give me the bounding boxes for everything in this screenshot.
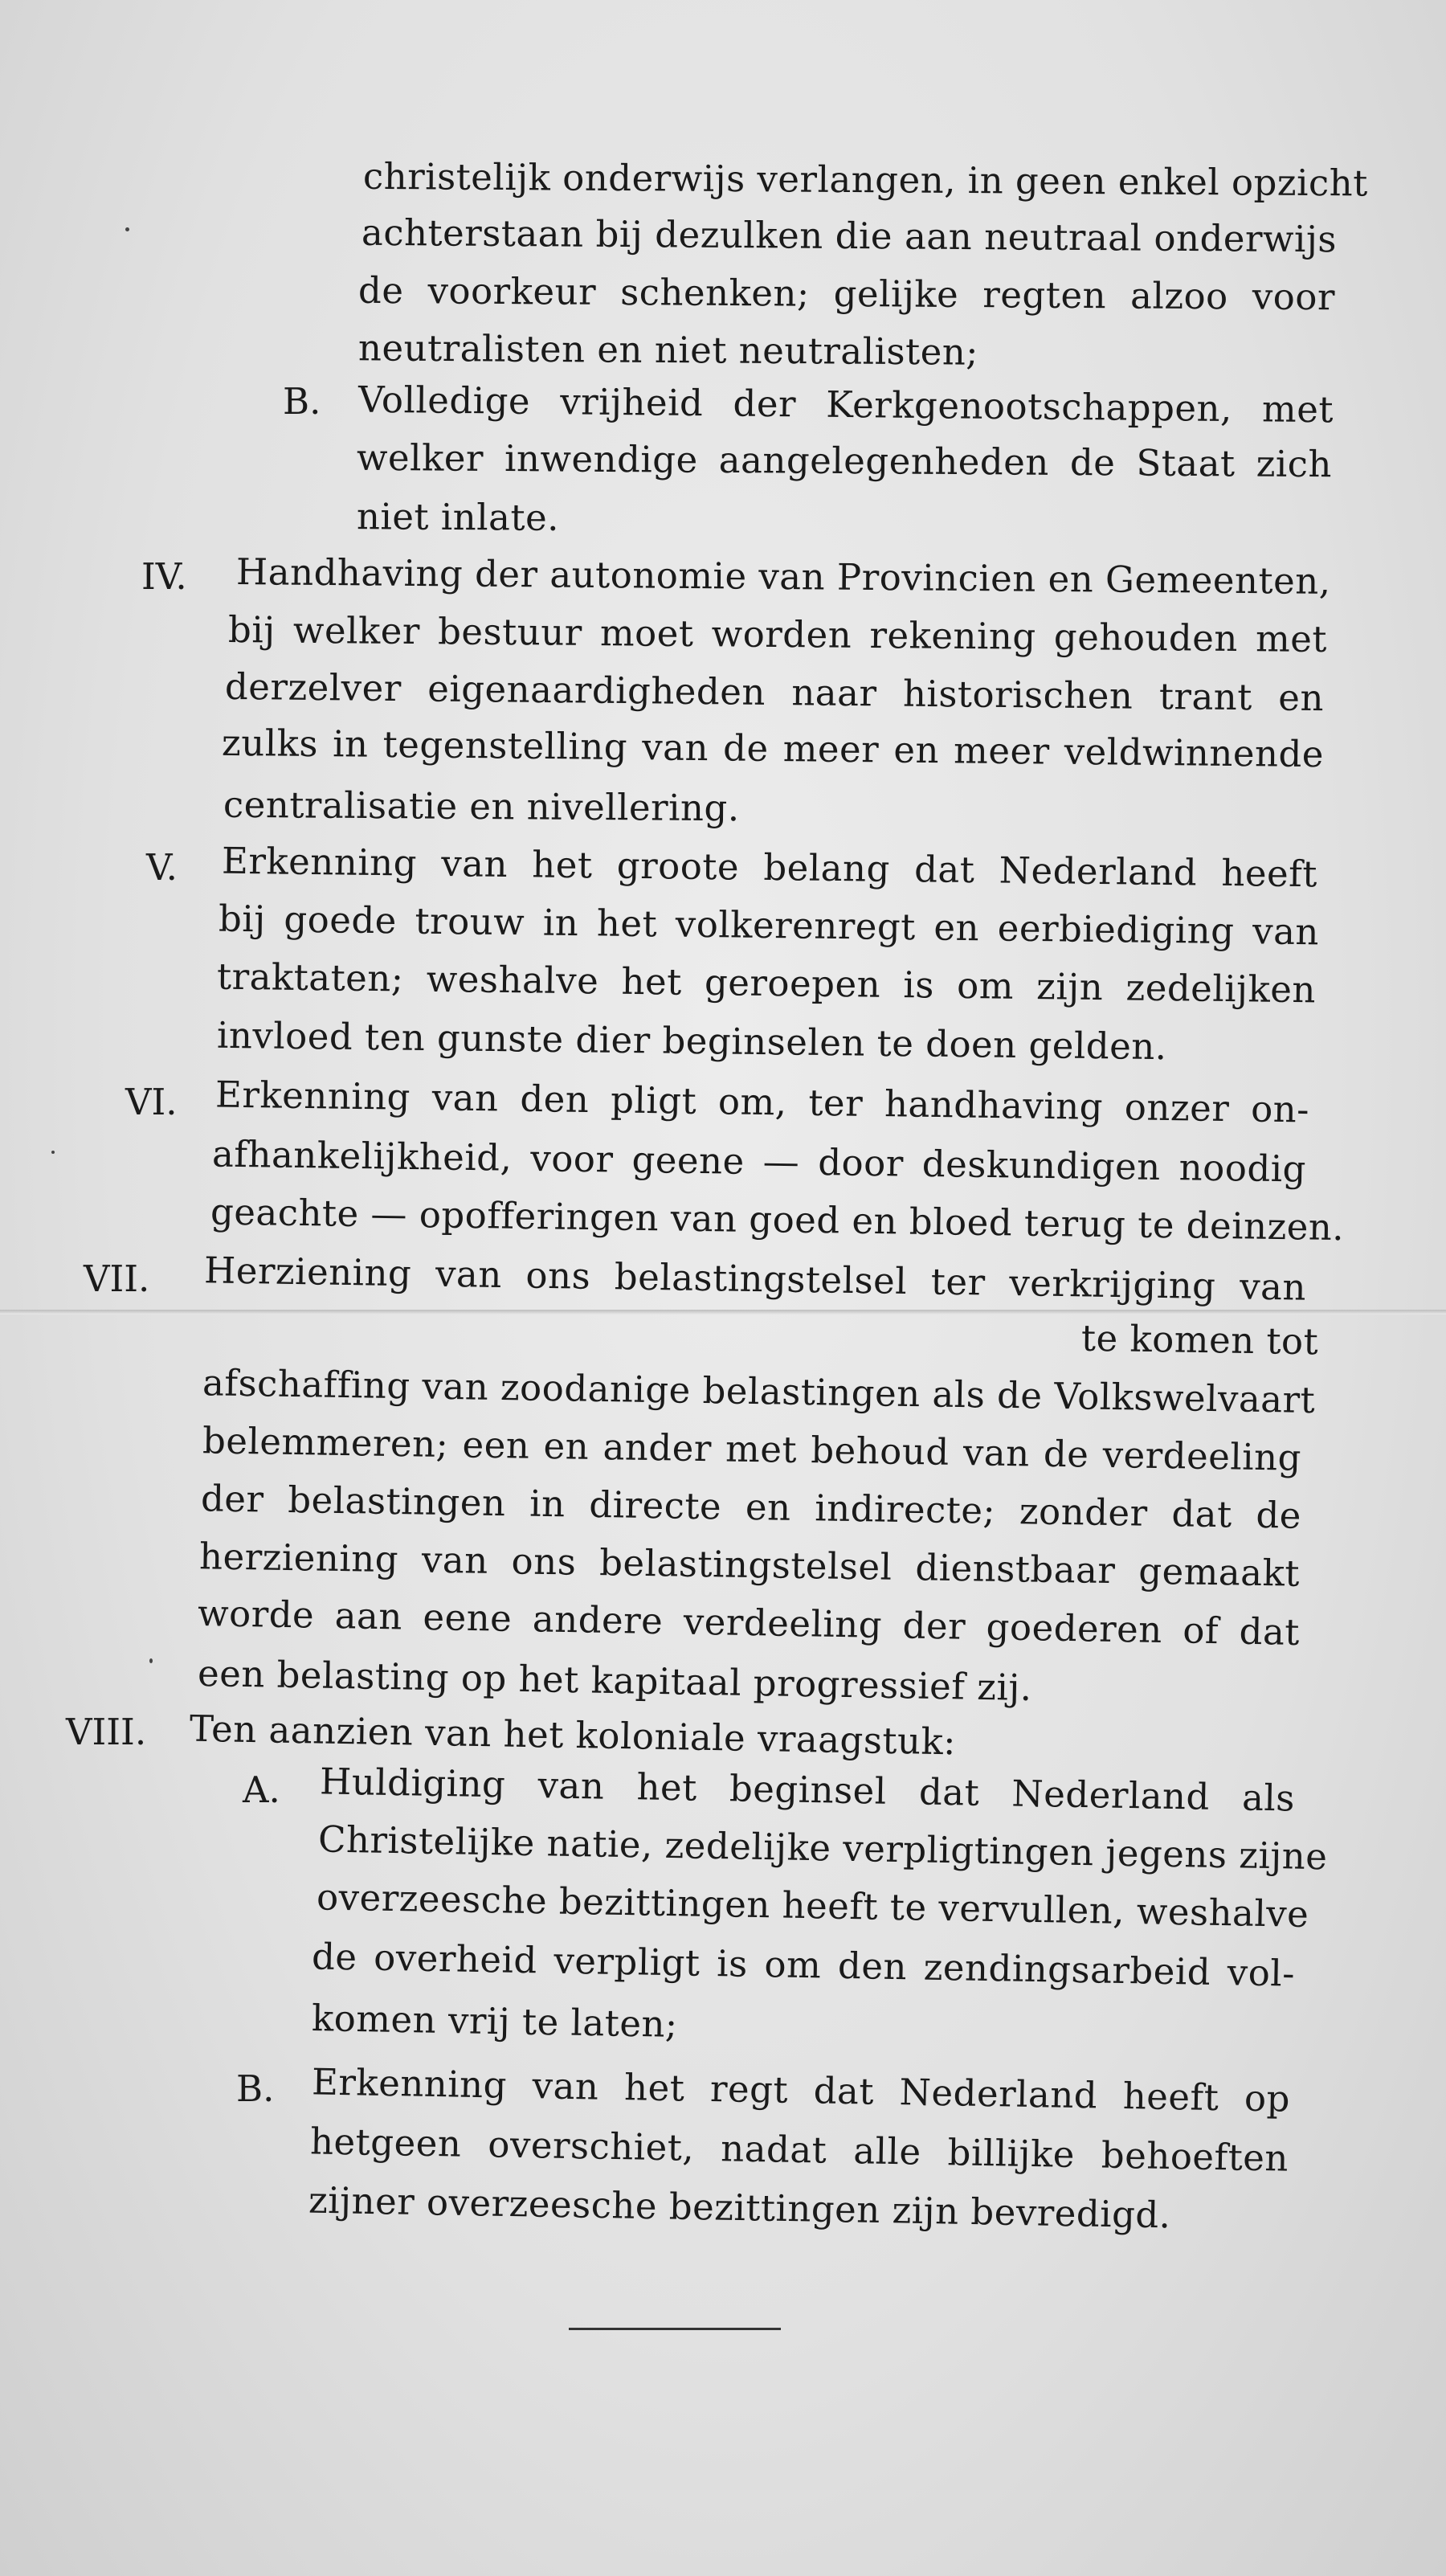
ink-speck <box>149 1658 153 1663</box>
text-line: neutralisten en niet neutralisten; <box>357 326 979 374</box>
item-marker-vi: VI. <box>125 1081 178 1123</box>
text-line: Huldiging van het beginsel dat Nederland als <box>319 1760 1296 1820</box>
text-line: overzeesche bezittingen heeft te vervullen, weshalve <box>316 1875 1309 1936</box>
text-line: invloed ten gunste dier beginselen te doen gelden. <box>216 1013 1167 1069</box>
item-marker-v: V. <box>146 846 178 889</box>
text-line: Erkenning van het groote belang dat Nederland heeft <box>221 839 1318 896</box>
text-line: komen vrij te laten; <box>311 1997 679 2046</box>
text-line: de voorkeur schenken; gelijke regten alzoo voor <box>357 268 1336 319</box>
text-line: Herziening van ons belastingstelsel ter verkrijging van <box>203 1249 1307 1309</box>
item-marker-b: B. <box>236 2067 275 2110</box>
text-line: bij goede trouw in het volkerenregt en eerbiediging van <box>218 897 1320 954</box>
text-line: geachte — opofferingen van goed en bloed terug te deinzen. <box>210 1190 1345 1249</box>
text-line: Volledige vrijheid der Kerkgenootschappen, met <box>357 378 1334 431</box>
page-fold-crease <box>0 1310 1446 1315</box>
text-line: Ten aanzien van het koloniale vraagstuk: <box>189 1707 957 1764</box>
text-line: belemmeren; een en ander met behoud van de verdeeling <box>202 1419 1302 1479</box>
text-line: afhankelijkheid, voor geene — door deskundigen noodig <box>211 1132 1307 1191</box>
item-marker-a: A. <box>243 1768 280 1811</box>
item-marker-vii: VII. <box>84 1257 150 1300</box>
text-line: hetgeen overschiet, nadat alle billijke behoeften <box>309 2120 1289 2180</box>
text-line: de overheid verpligt is om den zendingsarbeid vol- <box>311 1935 1296 1995</box>
text-line: christelijk onderwijs verlangen, in geen enkel opzicht <box>362 154 1368 205</box>
text-line: der belastingen in directe en indirecte; zonder dat de <box>200 1477 1302 1537</box>
text-line: worde aan eene andere verdeeling der goederen of dat <box>197 1592 1301 1654</box>
text-line: niet inlate. <box>356 495 560 539</box>
text-line: zulks in tegenstelling van de meer en meer veldwinnende <box>221 721 1325 776</box>
ink-speck <box>125 227 129 231</box>
text-line: te komen tot <box>1080 1316 1319 1364</box>
text-line: herziening van ons belastingstelsel dienstbaar gemaakt <box>198 1535 1301 1595</box>
text-line: centralisatie en nivellering. <box>223 783 740 830</box>
text-line: Christelijke natie, zedelijke verpligtingen jegens zijne <box>317 1818 1328 1879</box>
text-line: zijner overzeesche bezittingen zijn bevredigd. <box>308 2178 1171 2237</box>
item-marker-b: B. <box>283 380 321 423</box>
text-line: welker inwendige aangelegenheden de Staat zich <box>356 435 1333 486</box>
item-marker-viii: VIII. <box>66 1711 147 1753</box>
item-marker-iv: IV. <box>141 555 187 598</box>
text-line: achterstaan bij dezulken die aan neutraal onderwijs <box>361 211 1338 261</box>
text-line: traktaten; weshalve het geroepen is om zijn zedelijken <box>216 955 1317 1012</box>
text-line: een belasting op het kapitaal progressief zij. <box>197 1651 1033 1710</box>
text-line: bij welker bestuur moet worden rekening gehouden met <box>227 608 1328 660</box>
closing-rule <box>569 2328 781 2330</box>
ink-speck <box>51 1151 55 1154</box>
text-line: Handhaving der autonomie van Provincien en Gemeenten, <box>235 550 1331 603</box>
text-line: derzelver eigenaardigheden naar historischen trant en <box>224 664 1325 720</box>
text-line: Erkenning van het regt dat Nederland heeft op <box>311 2060 1291 2120</box>
text-line: afschaffing van zoodanige belastingen als de Volkswelvaart <box>202 1361 1316 1421</box>
text-line: Erkenning van den pligt om, ter handhaving onzer on- <box>214 1073 1310 1131</box>
